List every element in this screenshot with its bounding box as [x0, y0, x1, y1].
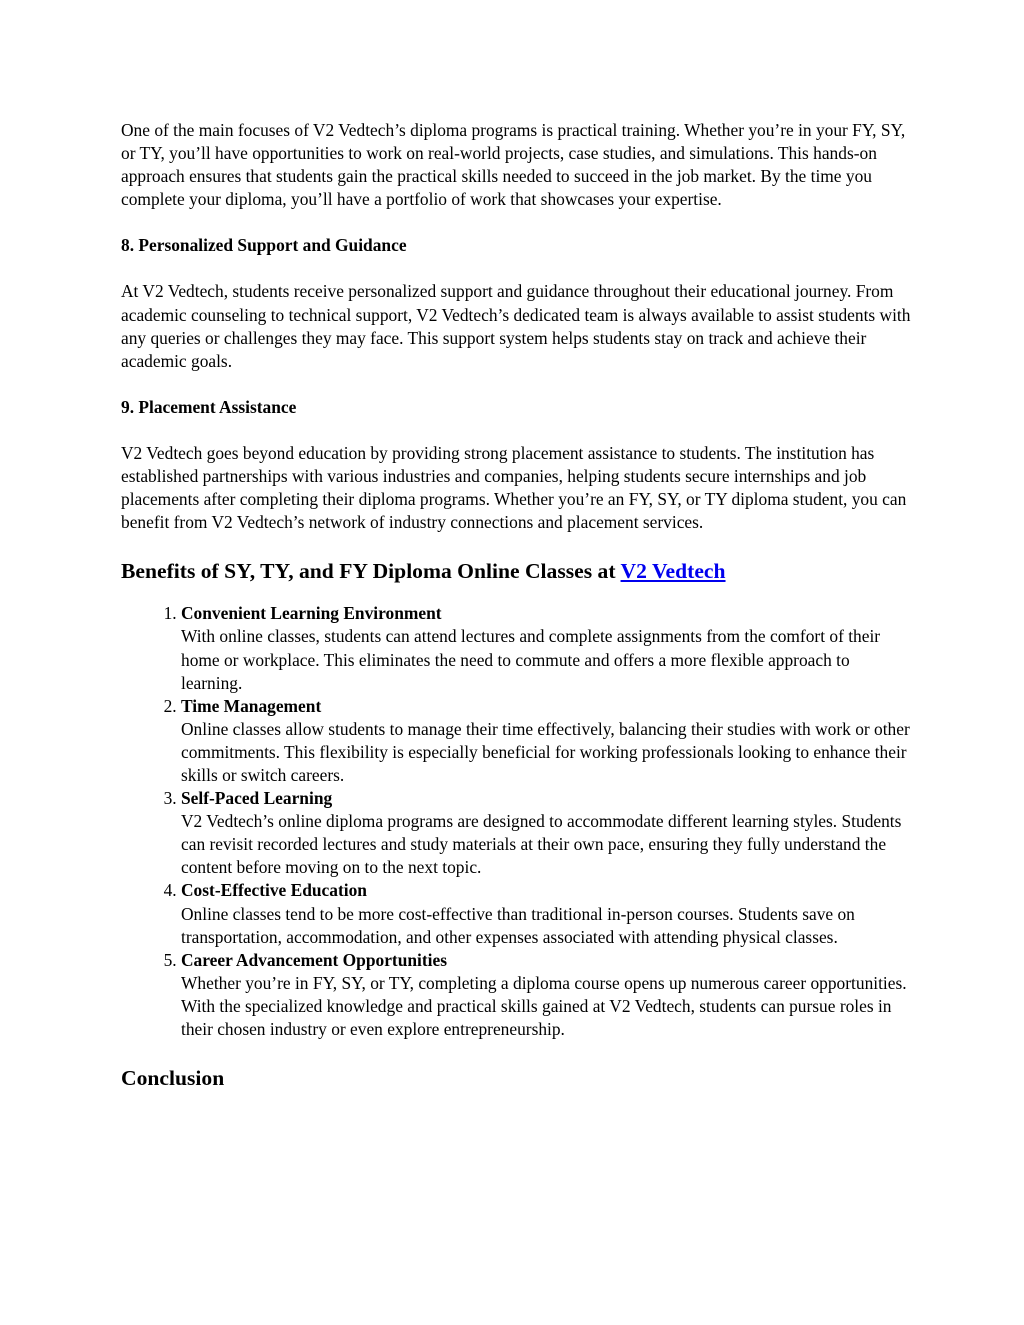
benefit-body: Online classes tend to be more cost-effective than traditional in-person courses. Students save on transportation, accommodation, and other expenses associated with attending physical classes. [181, 903, 855, 947]
section-9-heading: 9. Placement Assistance [121, 396, 297, 417]
conclusion-heading: Conclusion [121, 1066, 225, 1091]
list-item [181, 602, 911, 694]
benefits-heading-text: Benefits of SY, TY, and FY Diploma Online Classes at [121, 559, 621, 584]
benefit-title: 3. Self-Paced Learning [181, 788, 333, 809]
list-item [181, 879, 911, 948]
list-item [181, 695, 911, 787]
document-page [121, 119, 911, 1109]
intro-paragraph: One of the main focuses of V2 Vedtech’s diploma programs is practical training. Whether you’re in your FY, SY, or TY, you’ll have opportunities to work on real-world projects, case studies, and simulations. This hands-on approach ensures that students gain the practical skills needed to succeed in the job market. By the time you complete your diploma, you’ll have a portfolio of work that showcases your expertise. [121, 120, 906, 210]
benefit-body: Online classes allow students to manage their time effectively, balancing their studies with work or other commitments. This flexibility is especially beneficial for working professionals looking to enhance their skills or switch careers. [181, 718, 910, 785]
benefit-title: 5. Career Advancement Opportunities [181, 949, 447, 970]
list-item [181, 787, 911, 879]
benefit-title: 1. Convenient Learning Environment [181, 603, 442, 624]
list-item [181, 949, 911, 1041]
benefit-title: 2. Time Management [181, 695, 322, 716]
benefits-list [121, 602, 911, 1041]
section-8-body: At V2 Vedtech, students receive personalized support and guidance throughout their educational journey. From academic counseling to technical support, V2 Vedtech’s dedicated team is always available to assist students with any queries or challenges they may face. This support system helps students stay on track and achieve their academic goals. [121, 281, 911, 371]
benefits-heading [121, 557, 911, 585]
section-8-heading: 8. Personalized Support and Guidance [121, 235, 407, 256]
benefit-title: 4. Cost-Effective Education [181, 880, 367, 901]
benefit-body: With online classes, students can attend lectures and complete assignments from the comfort of their home or workplace. This eliminates the need to commute and offers a more flexible approach to learning. [181, 626, 881, 693]
benefit-body: V2 Vedtech’s online diploma programs are designed to accommodate different learning styles. Students can revisit recorded lectures and study materials at their own pace, ensuring they fully understand the content before moving on to the next topic. [181, 811, 902, 878]
benefit-body: Whether you’re in FY, SY, or TY, completing a diploma course opens up numerous career opportunities. With the specialized knowledge and practical skills gained at V2 Vedtech, students can pursue roles in their chosen industry or even explore entrepreneurship. [181, 972, 907, 1039]
section-9-body: V2 Vedtech goes beyond education by providing strong placement assistance to students. The institution has established partnerships with various industries and companies, helping students secure internships and job placements after completing their diploma programs. Whether you’re an FY, SY, or TY diploma student, you can benefit from V2 Vedtech’s network of industry connections and placement services. [121, 442, 907, 533]
v2-vedtech-link[interactable]: V2 Vedtech [620, 559, 726, 584]
